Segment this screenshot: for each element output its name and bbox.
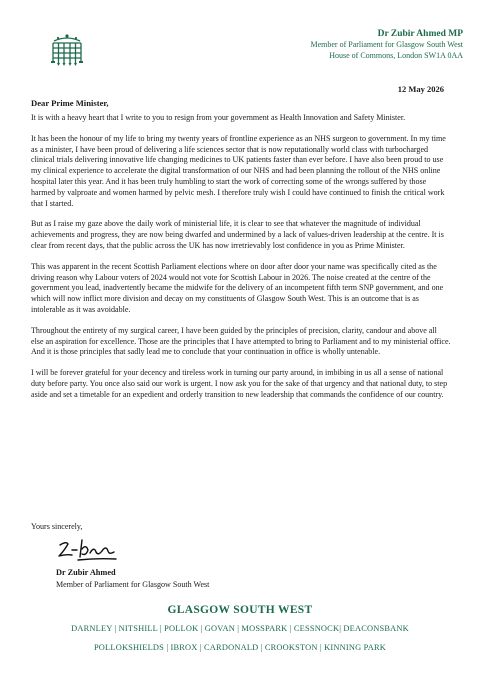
paragraph: It has been the honour of my life to bring my twenty years of frontline experience as an NHS surgeon to government. In my time as a minister, I have been proud of delivering a life sciences sector that is now reputationally world class with turbocharged clinical trials delivering innovative life changing medicines to UK patients faster than ever before. I have also been proud to use my clinical experience to accelerate the digital transformation of our NHS and had been planning the rollout of the NHS online hospital later this year. And it has been truly humbling to start the work of correcting some of the wrongs suffered by those harmed by valproate and women harmed by pelvic mesh. I therefore truly wish I could have continued to finish the critical work that I started. <box>31 133 446 208</box>
letter-body <box>31 113 451 411</box>
letter-date: 12 May 2026 <box>397 84 444 94</box>
mp-name: Dr Zubir Ahmed MP <box>377 29 463 39</box>
constituency-areas-line-2: POLLOKSHIELDS | IBROX | CARDONALD | CROOKSTON | KINNING PARK <box>93 643 387 652</box>
paragraph: But as I raise my gaze above the daily work of ministerial life, it is clear to see that whatever the magnitude of individual achievements and progress, they are now being dwarfed and undermined by a lack of values-driven leadership at the centre. It is clear from recent days, that the public across the UK has now irretrievably lost confidence in you as Prime Minister. <box>31 219 444 250</box>
constituency-areas-line-1: DARNLEY | NITSHILL | POLLOK | GOVAN | MOSSPARK | CESSNOCK| DEACONSBANK <box>71 624 409 633</box>
handwritten-signature <box>56 537 128 563</box>
signer-name: Dr Zubir Ahmed <box>56 568 116 577</box>
paragraph: I will be forever grateful for your decency and tireless work in turning our party around, in imbibing in us all a sense of national duty before party. You once also said our work is urgent. I now ask you for the sake of that urgency and that national duty, to step aside and set a timetable for an expedient and orderly transition to new leadership that commands the confidence of our country. <box>31 368 448 399</box>
letterhead <box>310 28 463 61</box>
paragraph: Throughout the entirety of my surgical career, I have been guided by the principles of precision, clarity, candour and above all else an aspiration for excellence. Those are the principles that I have attempted to bring to Parliament and to my ministerial office. And it is those principles that sadly lead me to conclude that your continuation in office is wholly untenable. <box>31 325 451 357</box>
mp-role: Member of Parliament for Glasgow South West <box>310 40 463 49</box>
paragraph: This was apparent in the recent Scottish Parliament elections where on door after door your name was specifically cited as the driving reason why Labour voters of 2024 would not vote for Scottish Labour in 2026. The noise created at the centre of the government you lead, inadvertently became the midwife for the delivery of an incompetent fifth term SNP government, and one which will now inflict more division and decay on my constituents of Glasgow South West. This is an outcome that is as intolerable as it was avoidable. <box>31 261 444 314</box>
salutation: Dear Prime Minister, <box>31 98 109 108</box>
constituency-title: GLASGOW SOUTH WEST <box>167 604 313 616</box>
closing: Yours sincerely, <box>31 522 83 531</box>
paragraph: It is with a heavy heart that I write to you to resign from your government as Health Innovation and Safety Minister. <box>31 113 406 122</box>
mp-address: House of Commons, London SW1A 0AA <box>329 50 463 60</box>
signer-role: Member of Parliament for Glasgow South West <box>56 580 210 589</box>
portcullis-crest-icon <box>51 33 83 67</box>
